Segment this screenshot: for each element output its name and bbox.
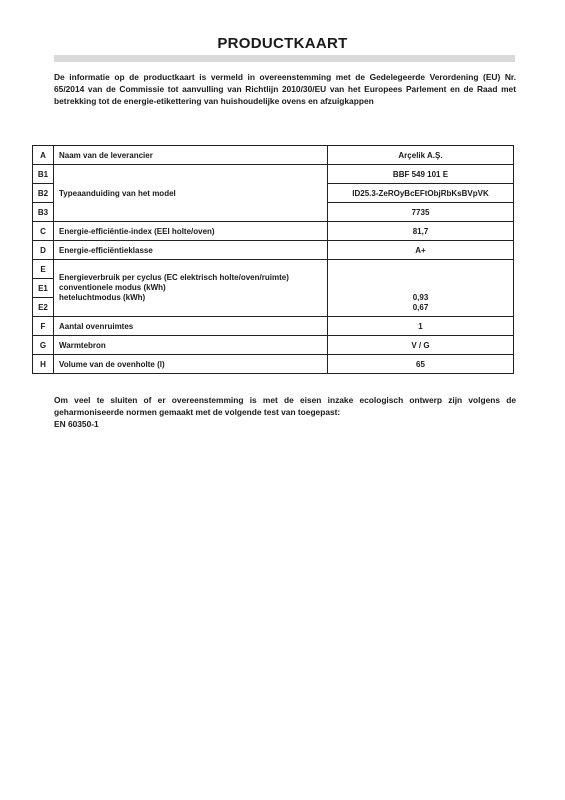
row-code: E: [33, 260, 54, 279]
row-label: Warmtebron: [54, 336, 328, 355]
table-row: [33, 165, 514, 184]
row-label: Energieverbruik per cyclus (EC elektrisch holte/oven/ruimte): [59, 273, 289, 282]
row-label: Energie-efficiëntie-index (EEI holte/oven): [54, 222, 328, 241]
product-table: [32, 145, 514, 374]
row-code: B1: [33, 165, 54, 184]
table-row: [33, 222, 514, 241]
row-code: H: [33, 355, 54, 374]
row-value: A+: [328, 241, 514, 260]
row-code: D: [33, 241, 54, 260]
conformity-paragraph: [54, 394, 516, 430]
table-row: [33, 260, 514, 279]
row-code: A: [33, 146, 54, 165]
row-value: 7735: [328, 203, 514, 222]
table-row: [33, 355, 514, 374]
row-value: V / G: [328, 336, 514, 355]
row-code: B3: [33, 203, 54, 222]
row-value: ID25.3-ZeROyBcEFtObjRbKsBVpVK: [328, 184, 514, 203]
table-row: [33, 241, 514, 260]
page-title: PRODUCTKAART: [217, 35, 348, 52]
row-code: F: [33, 317, 54, 336]
row-code: C: [33, 222, 54, 241]
row-label: Naam van de leverancier: [54, 146, 328, 165]
row-value: 1: [328, 317, 514, 336]
row-code: B2: [33, 184, 54, 203]
row-code: E1: [33, 279, 54, 298]
row-value: 0,67: [412, 303, 429, 312]
row-label: Aantal ovenruimtes: [54, 317, 328, 336]
table-row: [33, 146, 514, 165]
row-code: G: [33, 336, 54, 355]
row-value: Arçelik A.Ş.: [328, 146, 514, 165]
standard-reference: EN 60350-1: [54, 419, 99, 429]
table-row: [33, 336, 514, 355]
energy-consumption-values: [328, 260, 514, 317]
row-code: E2: [33, 298, 54, 317]
row-value: 81,7: [328, 222, 514, 241]
row-value: 65: [328, 355, 514, 374]
row-label: Typeaanduiding van het model: [54, 165, 328, 222]
energy-consumption-cell: [54, 260, 328, 317]
row-sublabel: conventionele modus (kWh): [59, 283, 166, 292]
row-label: Volume van de ovenholte (l): [54, 355, 328, 374]
row-sublabel: heteluchtmodus (kWh): [59, 293, 146, 302]
row-value: 0,93: [412, 293, 429, 302]
title-underline-bar: [54, 55, 515, 62]
row-value: BBF 549 101 E: [328, 165, 514, 184]
conformity-text: Om veel te sluiten of er overeenstemming is met de eisen inzake ecologisch ontwerp zijn volgens de geharmoniseerde normen gemaakt met de volgende test van toegepast:: [54, 395, 516, 417]
row-label: Energie-efficiëntieklasse: [54, 241, 328, 260]
table-row: [33, 317, 514, 336]
intro-paragraph: De informatie op de productkaart is vermeld in overeenstemming met de Gedelegeerde Verordening (EU) Nr. 65/2014 van de Commissie tot aanvulling van Richtlijn 2010/30/EU van het Europees Parlement en de Raad met betrekking tot de energie-etikettering van huishoudelijke ovens en afzuigkappen: [54, 72, 516, 106]
